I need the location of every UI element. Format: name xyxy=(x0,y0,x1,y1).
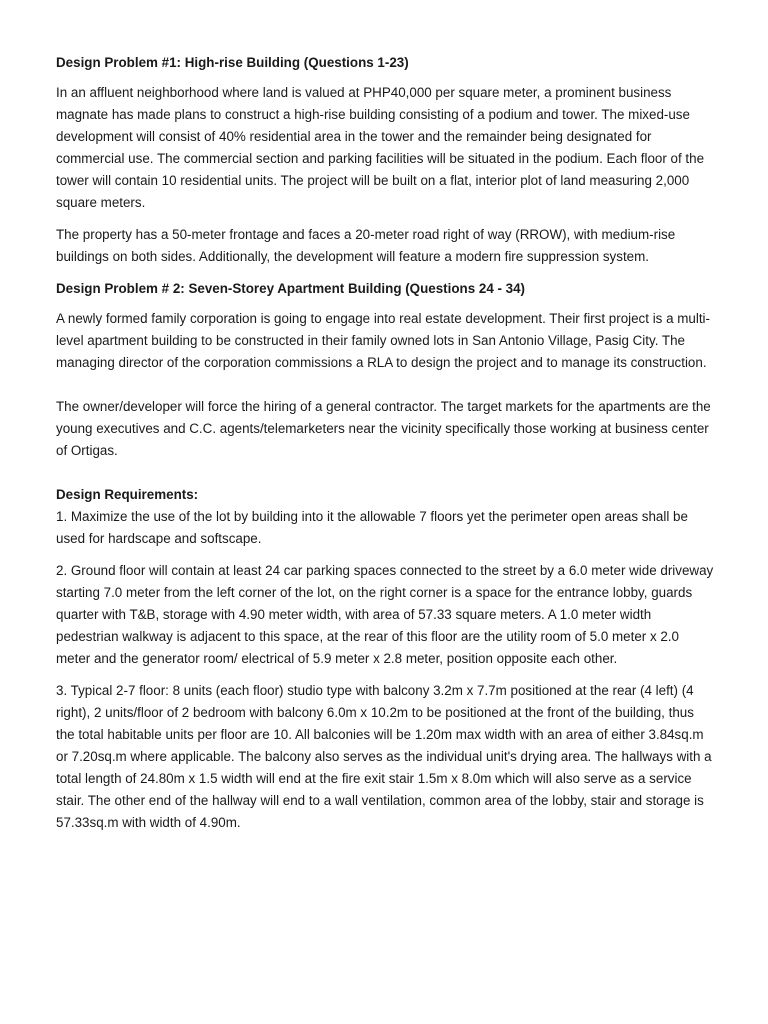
requirements-heading: Design Requirements: xyxy=(56,487,199,502)
problem1-heading: Design Problem #1: High-rise Building (Questions 1-23) xyxy=(56,55,409,70)
document-page xyxy=(56,44,716,844)
requirement-item-2: 2. Ground floor will contain at least 24 car parking spaces connected to the street by a 6.0 meter wide driveway starting 7.0 meter from the left corner of the lot, on the right corner is a space for the entrance lobby, guards quarter with T&B, storage with 4.90 meter width, with area of 57.33 square meters. A 1.0 meter width pedestrian walkway is adjacent to this space, at the rear of this floor are the utility room of 5.0 meter x 2.0 meter and the generator room/ electrical of 5.9 meter x 2.8 meter, position opposite each other. xyxy=(56,563,714,666)
requirement-item-1: 1. Maximize the use of the lot by building into it the allowable 7 floors yet the perimeter open areas shall be used for hardscape and softscape. xyxy=(56,509,688,546)
problem1-paragraph-1: In an affluent neighborhood where land is valued at PHP40,000 per square meter, a prominent business magnate has made plans to construct a high-rise building consisting of a podium and tower. The mixed-use development will consist of 40% residential area in the tower and the remainder being designated for commercial use. The commercial section and parking facilities will be situated in the podium. Each floor of the tower will contain 10 residential units. The project will be built on a flat, interior plot of land measuring 2,000 square meters. xyxy=(56,85,705,210)
problem2-paragraph-2-line-1: The owner/developer will force the hiring of a general contractor. The target markets for the apartments are the xyxy=(56,399,711,414)
problem2-heading: Design Problem # 2: Seven-Storey Apartment Building (Questions 24 - 34) xyxy=(56,281,526,296)
problem2-paragraph-2-line-2: young executives and C.C. agents/telemarketers near the vicinity specifically those working at business center xyxy=(56,421,709,436)
problem2-paragraph-2 xyxy=(56,396,716,462)
problem1-paragraph-2: The property has a 50-meter frontage and faces a 20-meter road right of way (RROW), with medium-rise buildings on both sides. Additionally, the development will feature a modern fire suppression system. xyxy=(56,227,676,264)
problem2-paragraph-2-line-3: of Ortigas. xyxy=(56,443,118,458)
problem2-paragraph-1: A newly formed family corporation is going to engage into real estate development. Their first project is a multi-level apartment building to be constructed in their family owned lots in San Antonio Village, Pasig City. The managing director of the corporation commissions a RLA to design the project and to manage its construction. xyxy=(56,311,710,370)
requirement-item-3: 3. Typical 2-7 floor: 8 units (each floor) studio type with balcony 3.2m x 7.7m positioned at the rear (4 left) (4 right), 2 units/floor of 2 bedroom with balcony 6.0m x 10.2m to be positioned at the front of the building, thus the total habitable units per floor are 10. All balconies will be 1.20m max width with an area of either 3.84sq.m or 7.20sq.m where applicable. The balcony also serves as the individual unit's drying area. The hallways with a total length of 24.80m x 1.5 width will end at the fire exit stair 1.5m x 8.0m which will also serve as a service stair. The other end of the hallway will end to a wall ventilation, common area of the lobby, stair and storage is 57.33sq.m with width of 4.90m. xyxy=(56,683,712,830)
